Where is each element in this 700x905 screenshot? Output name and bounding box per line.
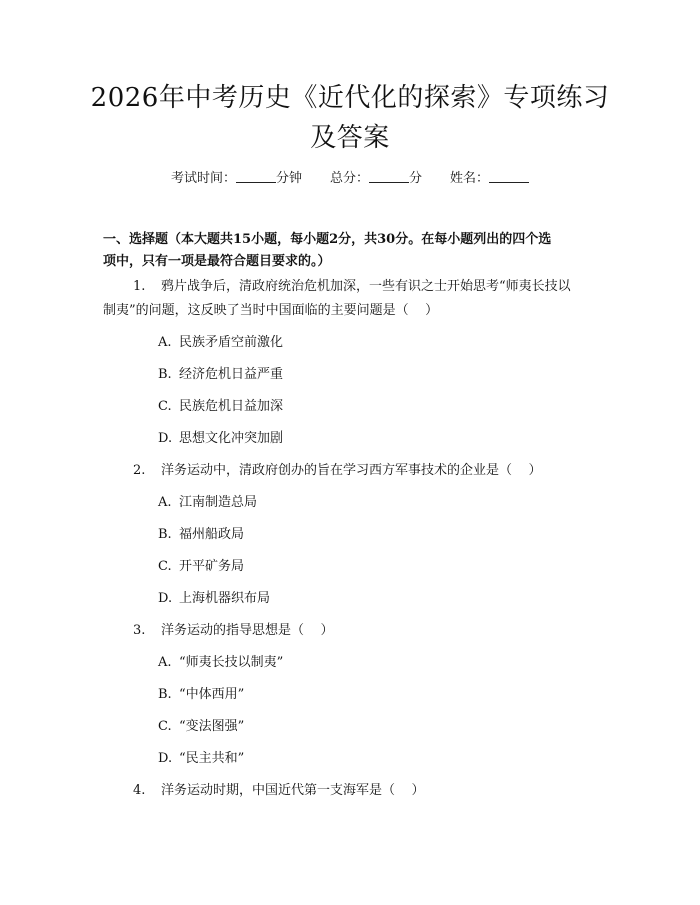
question-text: 洋务运动中，清政府创办的旨在学习西方军事技术的企业是（ ） bbox=[161, 463, 542, 478]
option-item[interactable] bbox=[158, 335, 283, 351]
question-number: 4. bbox=[133, 783, 146, 798]
option-letter: C. bbox=[158, 559, 172, 574]
option-letter: B. bbox=[158, 687, 172, 702]
question-text: 洋务运动的指导思想是（ ） bbox=[161, 623, 334, 638]
question-number: 1. bbox=[133, 279, 146, 294]
option-letter: D. bbox=[158, 751, 173, 766]
question-1-line-1 bbox=[133, 279, 571, 295]
page-title-continued: 及答案 bbox=[310, 123, 390, 153]
option-item[interactable] bbox=[158, 655, 283, 671]
option-item[interactable] bbox=[158, 431, 283, 447]
option-text: “变法图强” bbox=[179, 719, 245, 734]
option-text: “中体西用” bbox=[179, 687, 245, 702]
exam-time-unit: 分钟 bbox=[275, 171, 302, 186]
option-letter: A. bbox=[158, 495, 172, 510]
option-letter: C. bbox=[158, 719, 172, 734]
question-text: 鸦片战争后，清政府统治危机加深，一些有识之士开始思考“师夷长技以 bbox=[161, 279, 571, 294]
question-number: 3. bbox=[133, 623, 146, 638]
name-blank[interactable] bbox=[489, 170, 529, 183]
option-letter: D. bbox=[158, 431, 173, 446]
option-text: “民主共和” bbox=[179, 751, 245, 766]
option-letter: A. bbox=[158, 335, 172, 350]
exam-time-blank[interactable] bbox=[236, 170, 276, 183]
score-blank[interactable] bbox=[369, 170, 409, 183]
option-text: 福州船政局 bbox=[179, 527, 245, 542]
option-item[interactable] bbox=[158, 367, 283, 383]
option-text: 民族矛盾空前激化 bbox=[179, 335, 284, 350]
question-3 bbox=[133, 623, 334, 639]
page-title: 2026年中考历史《近代化的探索》专项练习 bbox=[90, 83, 610, 113]
section-heading: 一、选择题（本大题共15小题，每小题2分，共30分。在每小题列出的四个选 bbox=[103, 232, 552, 247]
name-label: 姓名： bbox=[450, 171, 490, 186]
option-text: 开平矿务局 bbox=[179, 559, 245, 574]
exam-info-line bbox=[0, 170, 700, 187]
score-label: 总分： bbox=[329, 171, 369, 186]
option-item[interactable] bbox=[158, 399, 283, 415]
question-4 bbox=[133, 783, 425, 799]
option-text: 上海机器织布局 bbox=[179, 591, 271, 606]
question-text: 洋务运动时期，中国近代第一支海军是（ ） bbox=[161, 783, 425, 798]
option-item[interactable] bbox=[158, 751, 244, 767]
option-letter: A. bbox=[158, 655, 172, 670]
option-text: 民族危机日益加深 bbox=[179, 399, 284, 414]
option-text: 江南制造总局 bbox=[179, 495, 258, 510]
option-item[interactable] bbox=[158, 687, 244, 703]
option-text: “师夷长技以制夷” bbox=[179, 655, 284, 670]
option-item[interactable] bbox=[158, 591, 270, 607]
option-letter: C. bbox=[158, 399, 172, 414]
option-item[interactable] bbox=[158, 495, 257, 511]
question-2 bbox=[133, 463, 542, 479]
option-text: 经济危机日益严重 bbox=[179, 367, 284, 382]
option-item[interactable] bbox=[158, 559, 244, 575]
score-unit: 分 bbox=[409, 171, 423, 186]
option-text: 思想文化冲突加剧 bbox=[179, 431, 284, 446]
section-heading-continued: 项中，只有一项是最符合题目要求的。） bbox=[103, 254, 331, 269]
option-letter: B. bbox=[158, 527, 172, 542]
option-letter: D. bbox=[158, 591, 173, 606]
question-1-line-2: 制夷”的问题，这反映了当时中国面临的主要问题是（ ） bbox=[103, 303, 439, 318]
question-number: 2. bbox=[133, 463, 146, 478]
option-item[interactable] bbox=[158, 527, 244, 543]
option-item[interactable] bbox=[158, 719, 244, 735]
option-letter: B. bbox=[158, 367, 172, 382]
exam-time-label: 考试时间： bbox=[170, 171, 236, 186]
